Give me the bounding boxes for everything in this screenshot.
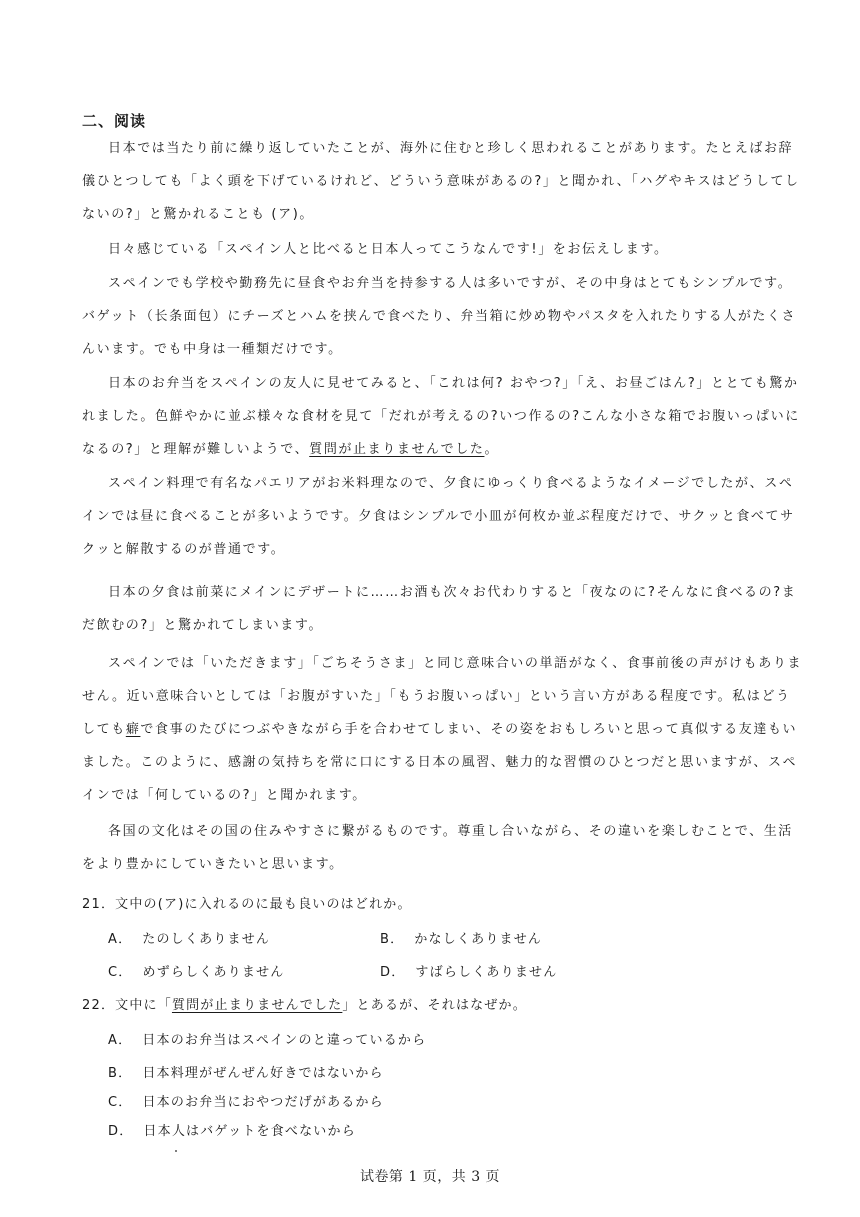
q22-option-a[interactable] [108,1029,426,1048]
option-text: たのしくありません [142,932,271,947]
option-text: めずらしくありません [142,965,285,980]
paragraph-text: 日本では当たり前に繰り返していたことが、海外に住むと珍しく思われることがあります。たとえばお辞儀ひとつしても「よく頭を下げているけれど、どういう意味があるの?」と聞かれ、「ハグやキスはどうしてしないの?」と驚かれることも [82,141,800,222]
passage-paragraph-7 [82,647,804,812]
option-text: 日本のお弁当におやつだげがあるから [142,1095,384,1110]
paragraph-text: で食事のたびにつぶやきながら手を合わせてしまい、その姿をおもしろいと思って真似する友達もいました。このように、感謝の気持ちを常に口にする日本の風習、魅力的な習慣のひとつだと思いますが、スペインでは「何しているの?」と聞かれます。 [82,722,798,803]
stem-text: 22．文中に「 [82,998,172,1013]
underlined-phrase: 質問が止まりませんでした [309,442,485,457]
stem-text: 」とあるが、それはなぜか。 [342,998,527,1013]
question-22-stem [82,994,527,1013]
q21-option-b[interactable] [380,928,542,947]
stray-dot [175,1150,177,1152]
option-text: 日本人はバゲットを食べないから [143,1124,356,1139]
paragraph-text: 日本のお弁当をスペインの友人に見せてみると、「これは何? おやつ?」「え、お昼ごはん?」ととても驚かれました。色鮮やかに並ぶ様々な食材を見て「だれが考えるの?いつ作るの?こんな小さな箱でお腹いっぱいになるの?」と理解が難しいようで、 [82,376,800,457]
passage-paragraph-1 [82,132,804,231]
passage-paragraph-3: スペインでも学校や勤務先に昼食やお弁当を持参する人は多いですが、その中身はとてもシンプルです。バゲット（长条面包）にチーズとハムを挟んで食べたり、弁当箱に炒め物やパスタを入れたりする人がたくさんいます。でも中身は一種類だけです。 [82,276,797,357]
option-letter: B． [380,932,405,947]
blank-marker: (ア) [265,207,300,222]
option-letter: D． [380,965,406,980]
question-21-stem: 21．文中の(ア)に入れるのに最も良いのはどれか。 [82,897,412,912]
option-letter: D． [108,1124,134,1139]
option-letter: C． [108,1095,133,1110]
option-text: 日本料理がぜんぜん好きではないから [142,1066,384,1081]
option-text: 日本のお弁当はスペインのと違っているから [142,1033,427,1048]
passage-paragraph-5: スペイン料理で有名なパエリアがお米料理なので、夕食にゆっくり食べるようなイメージでしたが、スペインでは昼に食べることが多いようです。夕食はシンプルで小皿が何枚か並ぶ程度だけで、サクッと食べてサクッと解散するのが普通です。 [82,476,795,557]
passage-paragraph-4 [82,367,804,466]
option-letter: A． [108,932,133,947]
paragraph-text: 。 [484,442,500,457]
underlined-word: 癖 [125,722,141,737]
option-letter: B． [108,1066,133,1081]
q21-option-c[interactable] [108,961,285,980]
option-letter: C． [108,965,133,980]
option-letter: A． [108,1033,133,1048]
paragraph-text: 。 [299,207,314,222]
passage-paragraph-2: 日々感じている「スペイン人と比べると日本人ってこうなんです!」をお伝えします。 [108,242,669,257]
passage-paragraph-6: 日本の夕食は前菜にメインにデザートに……お酒も次々お代わりすると「夜なのに?そんなに食べるの?まだ飲むの?」と驚かれてしまいます。 [82,585,797,633]
q21-option-a[interactable] [108,928,270,947]
q22-option-c[interactable] [108,1091,384,1110]
option-text: すばらしくありません [415,965,558,980]
q21-option-d[interactable] [380,961,557,980]
option-text: かなしくありません [414,932,543,947]
passage-paragraph-8: 各国の文化はその国の住みやすさに繋がるものです。尊重し合いながら、その違いを楽しむことで、生活をより豊かにしていきたいと思います。 [82,824,793,872]
q22-option-d[interactable] [108,1120,356,1139]
page-footer: 试卷第 1 页，共 3 页 [359,1169,501,1185]
q22-option-b[interactable] [108,1062,384,1081]
section-title: 二、阅读 [82,112,147,130]
underlined-phrase: 質問が止まりませんでした [171,998,343,1013]
paragraph-text: スペインでは「いただきます」「ごちそうさま」と同じ意味合いの単語がなく、食事前後の声がけもありません。近い意味合いとしては「お腹がすいた」「もうお腹いっぱい」という言い方がある程度です。私はどうしても [82,656,803,737]
